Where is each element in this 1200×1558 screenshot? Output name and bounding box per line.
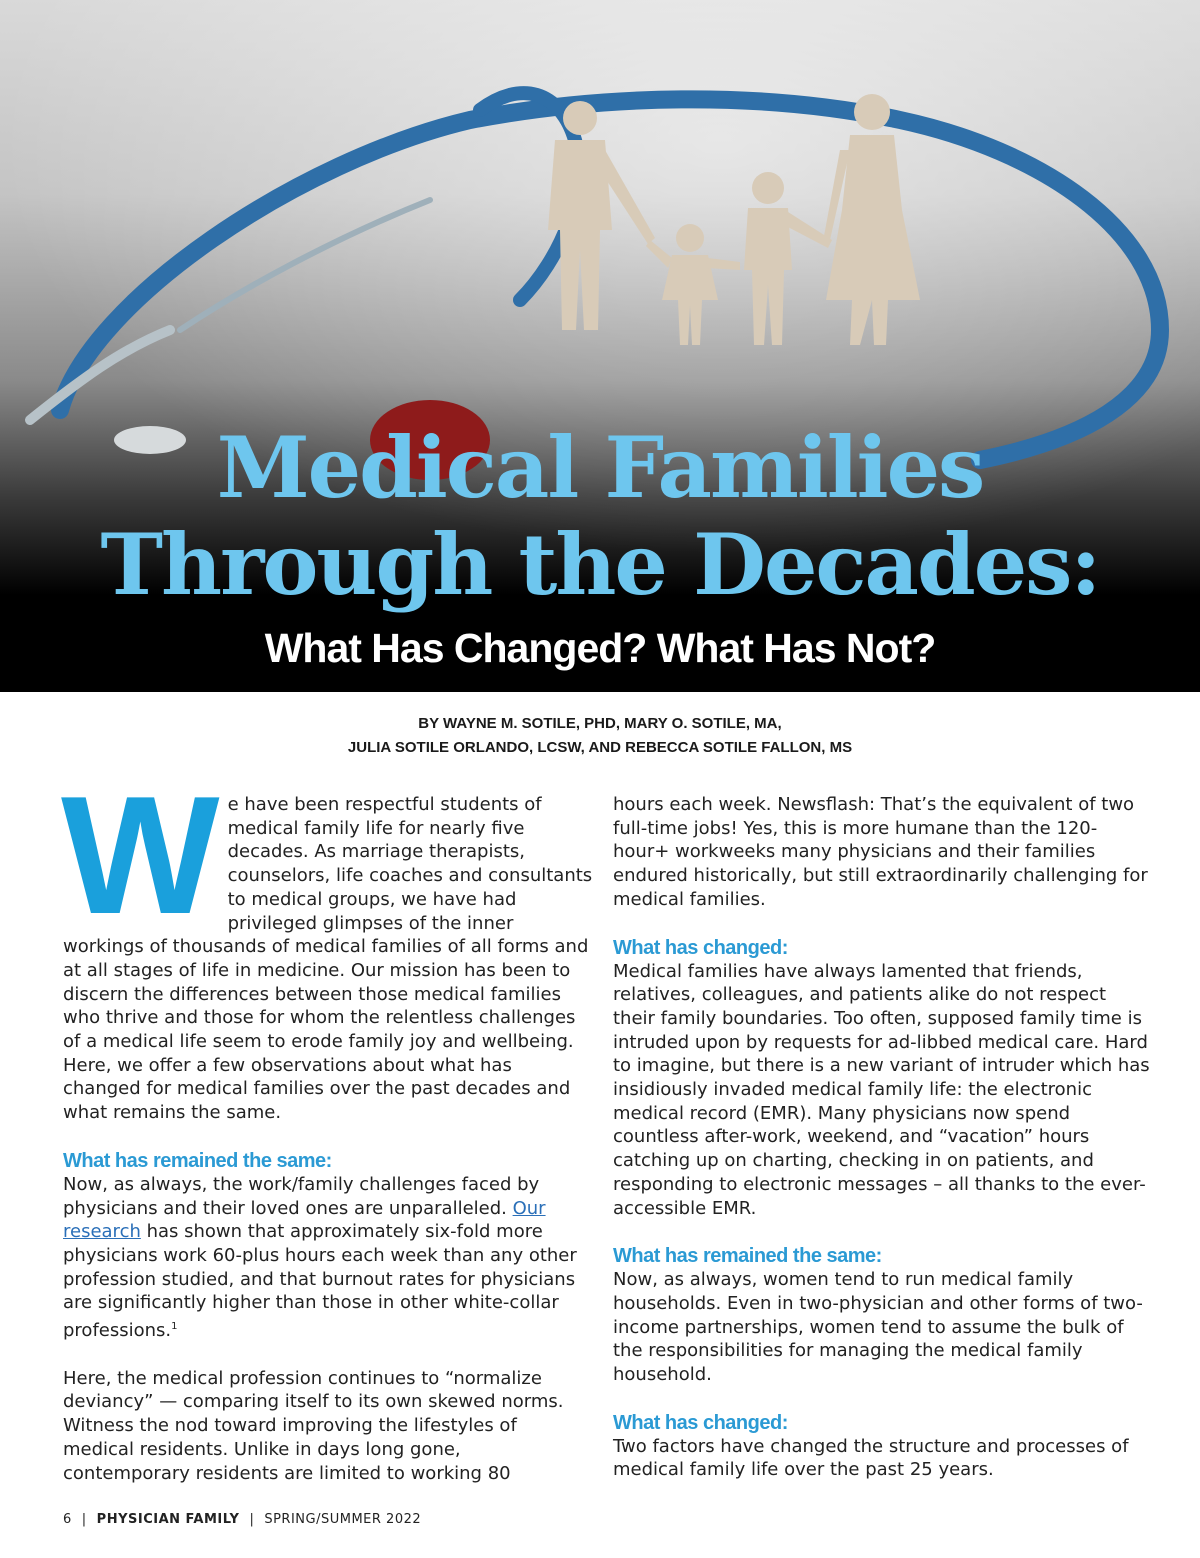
households-paragraph: Now, as always, women tend to run medical family households. Even in two-physician and other forms of two-income partnerships, women tend to assume the bulk of the responsibilities for managing the medical family household. — [613, 1269, 1143, 1386]
section-heading-changed: What has changed: — [613, 936, 788, 959]
two-factors-paragraph: Two factors have changed the structure and processes of medical family life over the past 25 years. — [613, 1435, 1129, 1481]
research-text-after: has shown that approximately six-fold more physicians work 60-plus hours each week than any other profession studied, and that burnout rates for physicians are significantly higher than those in other white-collar professions. — [63, 1221, 577, 1342]
intro-paragraph — [61, 761, 593, 1125]
emr-paragraph: Medical families have always lamented that friends, relatives, colleagues, and patients alike do not respect their family boundaries. Too often, supposed family time is intruded upon by requests for ad-libbed medical care. Hard to imagine, but there is a new variant of intruder which has insidiously invaded medical family life: the electronic medical record (EMR). Many physicians now spend countless after-work, weekend, and “vacation” hours catching up on charting, checking in on patients, and responding to electronic messages – all thanks to the ever-accessible EMR. — [613, 960, 1150, 1219]
research-text-before: Now, as always, the work/family challenges faced by physicians and their loved ones are unparalleled. — [63, 1173, 540, 1219]
section-heading-remained-same: What has remained the same: — [63, 1149, 332, 1172]
byline-line-1: BY WAYNE M. SOTILE, PHD, MARY O. SOTILE, MA, — [418, 715, 782, 732]
right-column — [613, 793, 1153, 1506]
section-heading-remained-same-2: What has remained the same: — [613, 1245, 882, 1268]
research-paragraph — [63, 1173, 593, 1343]
byline — [0, 712, 1200, 760]
footnote-marker: 1 — [171, 1321, 178, 1333]
page-footer — [63, 1512, 421, 1527]
issue-date: SPRING/SUMMER 2022 — [264, 1512, 422, 1527]
article-subtitle: What Has Changed? What Has Not? — [264, 625, 936, 671]
footer-separator-2: | — [249, 1512, 255, 1527]
article-title-line-2: Through the Decades: — [100, 515, 1100, 614]
normalize-deviancy-paragraph: Here, the medical profession continues to “normalize deviancy” — comparing itself to its own skewed norms. Witness the nod toward improving the lifestyles of medical residents. Unlike in days long gone, contemporary residents are limited to working 80 — [63, 1367, 564, 1484]
intro-text: e have been respectful students of medical family life for nearly five decades. As marriage therapists, counselors, life coaches and consultants to medical groups, we have had privileged glimpses of the inner workings of thousands of medical families of all forms and at all stages of life in medicine. Our mission has been to discern the differences between those medical families who thrive and those for whom the relentless challenges of a medical life seem to erode family joy and wellbeing. Here, we offer a few observations about what has changed for medical families over the past decades and what remains the same. — [63, 794, 593, 1124]
dropcap: W — [61, 761, 214, 949]
page-number: 6 — [63, 1512, 72, 1527]
publication-name: PHYSICIAN FAMILY — [96, 1512, 240, 1527]
section-heading-changed-2: What has changed: — [613, 1411, 788, 1434]
hero-image — [0, 0, 1200, 692]
article-title-line-1: Medical Families — [216, 418, 984, 517]
left-column — [61, 761, 593, 1509]
byline-line-2: JULIA SOTILE ORLANDO, LCSW, AND REBECCA SOTILE FALLON, MS — [347, 739, 853, 756]
hours-paragraph: hours each week. Newsflash: That’s the equivalent of two full-time jobs! Yes, this is more humane than the 120-hour+ workweeks many physicians and their families endured historically, but still extraordinarily challenging for medical families. — [613, 794, 1148, 910]
footer-separator: | — [81, 1512, 87, 1527]
our-research-link[interactable]: Our research — [63, 1197, 546, 1243]
